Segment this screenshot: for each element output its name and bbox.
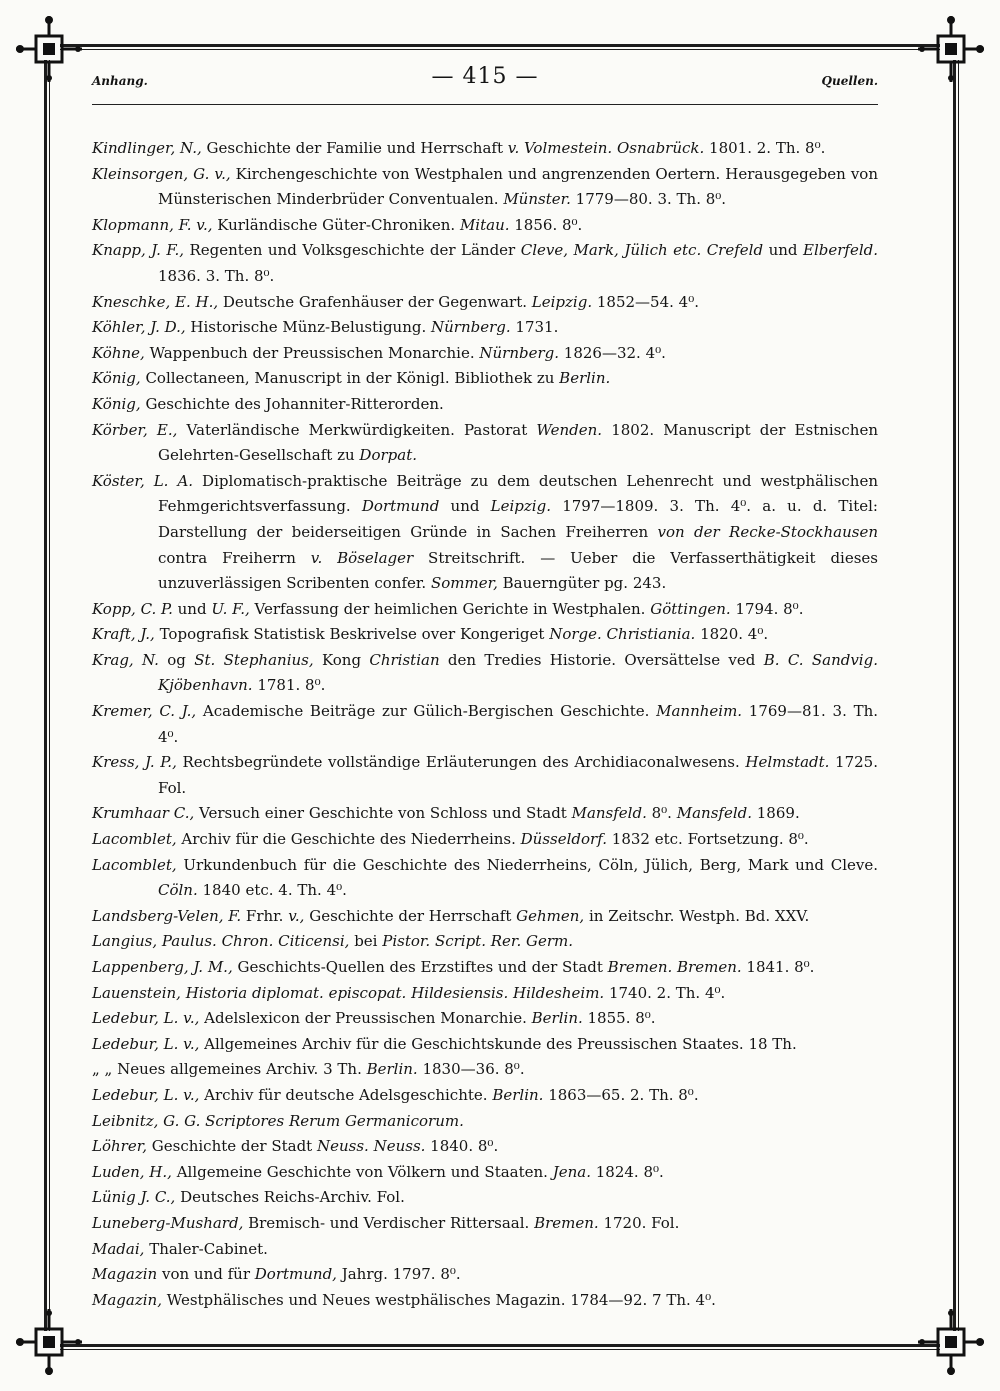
entry-text: Geschichte des Johanniter-Ritterorden. bbox=[140, 394, 444, 413]
entry-italic-text: König, bbox=[92, 394, 141, 413]
entry-text: Geschichts-Quellen des Erzstiftes und der Stadt bbox=[232, 958, 608, 976]
entry-text: Kurländische Güter-Chroniken. bbox=[212, 215, 460, 234]
entry-text: Vaterländische Merkwürdigkeiten. Pastorat bbox=[177, 420, 537, 439]
entry-italic-text: Kraft, J., bbox=[92, 625, 155, 644]
entry-italic-text: Münster. bbox=[503, 190, 571, 209]
entry-text: Geschichte der Herrschaft bbox=[304, 906, 517, 925]
bibliography-entry bbox=[92, 1006, 878, 1032]
entry-italic-text: Löhrer, bbox=[92, 1137, 147, 1156]
entry-text: 1794. 8⁰. bbox=[730, 599, 804, 618]
entry-italic-text: Berlin. bbox=[492, 1085, 544, 1104]
entry-italic-text: Leipzig. bbox=[531, 292, 593, 311]
bibliography-entry bbox=[92, 1109, 878, 1135]
entry-text: Geschichte der Familie und Herrschaft bbox=[201, 139, 508, 157]
bibliography-entry bbox=[92, 136, 878, 162]
entry-italic-text: Magazin bbox=[92, 1265, 158, 1284]
entry-text: Deutsches Reichs-Archiv. Fol. bbox=[175, 1188, 405, 1207]
entry-text: 1802. Manuscript der Estnischen Gelehrten-Gesellschaft zu bbox=[158, 420, 878, 465]
entry-text: und bbox=[172, 599, 212, 618]
entry-italic-text: Mitau. bbox=[459, 215, 510, 234]
entry-text: 1840. 8⁰. bbox=[425, 1137, 499, 1156]
entry-text: 1740. 2. Th. 4⁰. bbox=[604, 983, 726, 1002]
bibliography-entry bbox=[92, 827, 878, 853]
entry-text: 1779—80. 3. Th. 8⁰. bbox=[570, 190, 727, 209]
entry-italic-text: Krag, N. bbox=[92, 650, 159, 669]
entry-italic-text: Dorpat. bbox=[359, 446, 417, 465]
entry-italic-text: U. F., bbox=[211, 599, 250, 618]
entry-italic-text: Knapp, J. F., bbox=[92, 241, 184, 260]
entry-italic-text: v. Böselager bbox=[310, 548, 414, 567]
bibliography-entry bbox=[92, 929, 878, 955]
entry-italic-text: Berlin. bbox=[531, 1009, 583, 1028]
bibliography-entry bbox=[92, 904, 878, 930]
entry-text: Bremisch- und Verdischer Rittersaal. bbox=[243, 1213, 535, 1232]
entry-italic-text: Osnabrück. bbox=[616, 139, 705, 157]
entry-italic-text: Mansfeld. bbox=[571, 804, 647, 823]
bibliography-entry bbox=[92, 981, 878, 1007]
entry-text: 1852—54. 4⁰. bbox=[592, 292, 699, 311]
entry-italic-text: Berlin. bbox=[559, 369, 611, 388]
entry-italic-text: Mannheim. bbox=[656, 702, 743, 721]
ornament-corner-bottom-left bbox=[14, 1307, 84, 1377]
entry-italic-text: Berlin. bbox=[366, 1060, 418, 1079]
running-header bbox=[92, 62, 878, 94]
ornament-corner-bottom-right bbox=[916, 1307, 986, 1377]
entry-text: 1830—36. 8⁰. bbox=[417, 1060, 525, 1079]
entry-text: 1769—81. 3. Th. 4⁰. bbox=[158, 702, 878, 746]
entry-italic-text: Kopp, C. P. bbox=[92, 599, 173, 618]
entry-italic-text: Christian bbox=[369, 650, 440, 669]
border-top bbox=[60, 44, 940, 47]
entry-italic-text: Landsberg-Velen, F. bbox=[92, 906, 242, 925]
entry-text: Geschichte der Stadt bbox=[147, 1137, 317, 1156]
entry-italic-text: Dortmund, bbox=[254, 1265, 337, 1284]
entry-text: 1863—65. 2. Th. 8⁰. bbox=[543, 1085, 699, 1104]
entry-italic-text: Cöln. bbox=[158, 881, 198, 900]
bibliography-entry bbox=[92, 597, 878, 623]
entry-italic-text: Kneschke, E. H., bbox=[92, 292, 219, 311]
entry-text: 1836. 3. Th. 8⁰. bbox=[158, 266, 275, 285]
entry-text: 1820. 4⁰. bbox=[695, 625, 769, 644]
entry-text: bei bbox=[349, 932, 383, 951]
entry-text: 1856. 8⁰. bbox=[509, 215, 583, 234]
bibliography-entry bbox=[92, 162, 878, 213]
border-left bbox=[44, 60, 47, 1331]
entry-italic-text: Lauenstein, Historia diplomat. episcopat. Hildesiensis. Hildesheim. bbox=[92, 983, 605, 1002]
entry-text: Historische Münz-Belustigung. bbox=[185, 318, 432, 337]
entry-italic-text: Cleve, Mark, Jülich etc. Crefeld bbox=[520, 241, 764, 260]
entry-text: 1826—32. 4⁰. bbox=[559, 343, 666, 362]
bibliography-entry bbox=[92, 853, 878, 904]
entry-text: und bbox=[439, 497, 491, 516]
entry-text: 1797—1809. 3. Th. 4⁰. a. u. d. Titel: Darstellung der beiderseitigen Gründe in Sachen Freiherren bbox=[158, 497, 878, 541]
entry-text: Diplomatisch-praktische Beiträge zu dem deutschen Lehenrecht und westphälischen Fehmgerichtsverfassung. bbox=[158, 471, 879, 516]
entry-text: und bbox=[763, 241, 803, 260]
entry-text: Bauerngüter pg. 243. bbox=[497, 574, 667, 593]
entry-italic-text: Luneberg-Mushard, bbox=[92, 1213, 244, 1232]
entry-italic-text: Luden, H., bbox=[92, 1162, 172, 1181]
entry-italic-text: Düsseldorf. bbox=[520, 830, 608, 849]
ornament-corner-top-left bbox=[14, 14, 84, 84]
entry-text: Rechtsbegründete vollständige Erläuterungen des Archidiaconalwesens. bbox=[176, 753, 746, 772]
bibliography-entry bbox=[92, 699, 878, 750]
entry-italic-text: v., bbox=[288, 906, 305, 925]
entry-italic-text: Madai, bbox=[92, 1239, 145, 1258]
bibliography-entry bbox=[92, 213, 878, 239]
entry-italic-text: von der Recke-Stockhausen bbox=[657, 522, 878, 541]
bibliography-entry bbox=[92, 366, 878, 392]
entry-italic-text: Bremen. bbox=[534, 1213, 599, 1232]
entry-text: Allgemeines Archiv für die Geschichtskunde des Preussischen Staates. 18 Th. bbox=[199, 1034, 797, 1053]
entry-italic-text: Kremer, C. J., bbox=[92, 702, 197, 721]
bibliography-entry bbox=[92, 1160, 878, 1186]
bibliography-entry bbox=[92, 315, 878, 341]
entry-text: „ „ Neues allgemeines Archiv. 3 Th. bbox=[92, 1060, 367, 1079]
entry-text: 8⁰. bbox=[646, 804, 677, 823]
entry-text: 1731. bbox=[510, 318, 559, 337]
bibliography-entry bbox=[92, 622, 878, 648]
bibliography-entry bbox=[92, 238, 878, 289]
entry-italic-text: König, bbox=[92, 369, 141, 388]
entry-italic-text: Leibnitz, G. G. Scriptores Rerum Germanicorum. bbox=[92, 1111, 464, 1130]
entry-text: Archiv für deutsche Adelsgeschichte. bbox=[199, 1085, 493, 1104]
entry-text: 1855. 8⁰. bbox=[582, 1009, 656, 1028]
bibliography-entry bbox=[92, 648, 878, 699]
entry-italic-text: Ledebur, L. v., bbox=[92, 1009, 200, 1028]
bibliography-entry bbox=[92, 469, 878, 597]
entry-italic-text: Kress, J. P., bbox=[92, 753, 177, 772]
entry-text: Streitschrift. — Ueber die Verfasserthätigkeit dieses unzuverlässigen Scribenten confer. bbox=[158, 548, 879, 593]
entry-italic-text: Lappenberg, J. M., bbox=[92, 958, 233, 976]
entry-italic-text: Wenden. bbox=[536, 420, 603, 439]
entry-italic-text: Sommer, bbox=[430, 574, 498, 593]
bibliography-entry bbox=[92, 341, 878, 367]
page-number: — 415 — bbox=[431, 64, 539, 89]
entry-italic-text: B. C. Sandvig. Kjöbenhavn. bbox=[158, 650, 878, 695]
entry-text: og bbox=[158, 650, 195, 669]
entry-italic-text: Jena. bbox=[552, 1162, 591, 1181]
bibliography-entry bbox=[92, 1032, 878, 1058]
entry-italic-text: Mansfeld. bbox=[676, 804, 752, 823]
entry-text: Deutsche Grafenhäuser der Gegenwart. bbox=[218, 292, 532, 311]
bibliography-list bbox=[92, 136, 878, 1313]
bibliography-entry bbox=[92, 955, 878, 981]
entry-text: contra Freiherrn bbox=[158, 548, 311, 567]
entry-italic-text: Köster, L. A. bbox=[92, 471, 194, 490]
entry-italic-text: Klopmann, F. v., bbox=[92, 215, 213, 234]
entry-text: 1824. 8⁰. bbox=[590, 1162, 664, 1181]
header-rule bbox=[92, 104, 878, 105]
entry-italic-text: Dortmund bbox=[361, 497, 440, 516]
header-section-label: Anhang. bbox=[92, 74, 148, 88]
entry-text: Archiv für die Geschichte des Niederrheins. bbox=[176, 830, 521, 849]
entry-italic-text: Elberfeld. bbox=[803, 241, 878, 260]
entry-italic-text: Göttingen. bbox=[650, 599, 731, 618]
entry-text: Kong bbox=[313, 650, 370, 669]
entry-italic-text: Köhne, bbox=[92, 343, 145, 362]
bibliography-entry bbox=[92, 1057, 878, 1083]
entry-text: Wappenbuch der Preussischen Monarchie. bbox=[144, 343, 480, 362]
entry-text: Frhr. bbox=[241, 906, 289, 925]
entry-italic-text: Bremen. Bremen. bbox=[607, 958, 742, 976]
entry-text: 1720. Fol. bbox=[598, 1213, 680, 1232]
entry-text: 1840 etc. 4. Th. 4⁰. bbox=[197, 881, 347, 900]
entry-italic-text: Ledebur, L. v., bbox=[92, 1034, 200, 1053]
entry-italic-text: Magazin, bbox=[92, 1290, 162, 1309]
entry-italic-text: Lacomblet, bbox=[92, 830, 177, 849]
entry-italic-text: Köhler, J. D., bbox=[92, 318, 186, 337]
bibliography-entry bbox=[92, 1185, 878, 1211]
entry-italic-text: Langius, Paulus. Chron. Citicensi, bbox=[92, 932, 350, 951]
border-bottom bbox=[60, 1344, 940, 1347]
bibliography-entry bbox=[92, 750, 878, 801]
bibliography-entry bbox=[92, 290, 878, 316]
entry-text: Thaler-Cabinet. bbox=[144, 1239, 268, 1258]
bibliography-entry bbox=[92, 1288, 878, 1314]
entry-italic-text: St. Stephanius, bbox=[194, 650, 314, 669]
ornament-corner-top-right bbox=[916, 14, 986, 84]
entry-italic-text: Pistor. Script. Rer. Germ. bbox=[382, 932, 574, 951]
bibliography-entry bbox=[92, 801, 878, 827]
entry-italic-text: Körber, E., bbox=[92, 420, 178, 439]
entry-text: Academische Beiträge zur Gülich-Bergischen Geschichte. bbox=[196, 702, 657, 721]
border-right bbox=[953, 60, 956, 1331]
entry-text: Jahrg. 1797. 8⁰. bbox=[336, 1265, 461, 1284]
entry-italic-text: Ledebur, L. v., bbox=[92, 1085, 200, 1104]
entry-italic-text: Kindlinger, N., bbox=[92, 139, 202, 157]
entry-italic-text: Krumhaar C., bbox=[92, 804, 195, 823]
entry-text: den Tredies Historie. Oversättelse ved bbox=[439, 650, 764, 669]
entry-italic-text: v. Volmestein. bbox=[507, 139, 613, 157]
bibliography-entry bbox=[92, 1134, 878, 1160]
entry-text: Versuch einer Geschichte von Schloss und Stadt bbox=[194, 804, 572, 823]
entry-italic-text: Lacomblet, bbox=[92, 855, 177, 874]
entry-italic-text: Leipzig. bbox=[490, 497, 551, 516]
entry-text: Topografisk Statistisk Beskrivelse over Kongeriget bbox=[154, 625, 550, 644]
entry-text: 1725. Fol. bbox=[158, 753, 878, 797]
entry-text: 1781. 8⁰. bbox=[252, 676, 326, 695]
entry-italic-text: Nürnberg. bbox=[479, 343, 560, 362]
entry-text: Urkundenbuch für die Geschichte des Niederrheins, Cöln, Jülich, Berg, Mark und Cleve. bbox=[176, 855, 878, 874]
bibliography-entry bbox=[92, 418, 878, 469]
entry-text: in Zeitschr. Westph. Bd. XXV. bbox=[584, 906, 810, 925]
entry-text: Kirchengeschichte von Westphalen und angrenzenden Oertern. Herausgegeben von Münsterischen Minderbrüder Conventualen. bbox=[158, 164, 878, 209]
entry-italic-text: Neuss. Neuss. bbox=[316, 1137, 426, 1156]
bibliography-entry bbox=[92, 392, 878, 418]
entry-text: von und für bbox=[157, 1265, 255, 1284]
entry-text: Adelslexicon der Preussischen Monarchie. bbox=[199, 1009, 532, 1028]
entry-italic-text: Lünig J. C., bbox=[92, 1188, 176, 1207]
entry-italic-text: Gehmen, bbox=[516, 906, 585, 925]
entry-italic-text: Kleinsorgen, G. v., bbox=[92, 164, 231, 183]
bibliography-entry bbox=[92, 1083, 878, 1109]
entry-text: Regenten und Volksgeschichte der Länder bbox=[184, 241, 521, 260]
entry-italic-text: Nürnberg. bbox=[431, 318, 511, 337]
entry-text: 1832 etc. Fortsetzung. 8⁰. bbox=[607, 830, 809, 849]
bibliography-entry bbox=[92, 1211, 878, 1237]
header-topic-label: Quellen. bbox=[821, 74, 878, 88]
entry-italic-text: Norge. Christiania. bbox=[549, 625, 696, 644]
entry-text: 1801. 2. Th. 8⁰. bbox=[704, 139, 826, 157]
bibliography-entry bbox=[92, 1237, 878, 1263]
entry-text: 1841. 8⁰. bbox=[741, 958, 815, 976]
entry-text: Westphälisches und Neues westphälisches Magazin. 1784—92. 7 Th. 4⁰. bbox=[161, 1290, 716, 1309]
entry-italic-text: Helmstadt. bbox=[745, 753, 830, 772]
bibliography-entry bbox=[92, 1262, 878, 1288]
entry-text: Collectaneen, Manuscript in der Königl. Bibliothek zu bbox=[140, 369, 560, 388]
entry-text: 1869. bbox=[752, 804, 800, 823]
entry-text: Allgemeine Geschichte von Völkern und Staaten. bbox=[171, 1162, 553, 1181]
entry-text: Verfassung der heimlichen Gerichte in Westphalen. bbox=[249, 599, 651, 618]
